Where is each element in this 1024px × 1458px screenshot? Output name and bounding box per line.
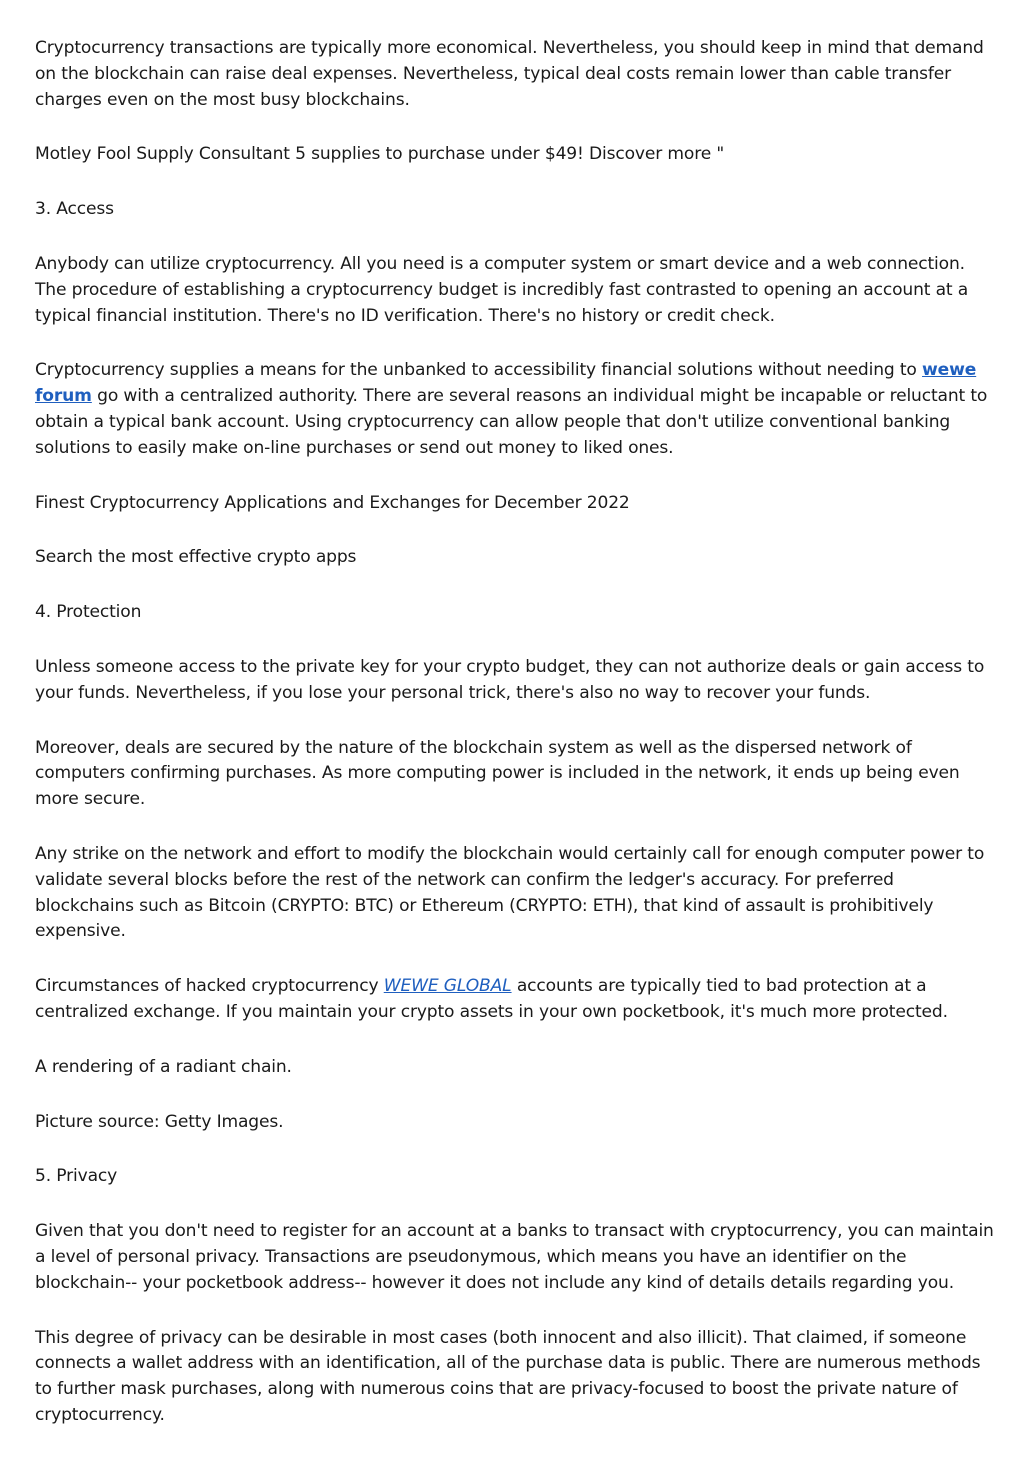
section-heading-access: 3. Access	[35, 199, 114, 220]
paragraph-unbanked-text-before: Cryptocurrency supplies a means for the unbanked to accessibility financial solutions without needing to	[35, 360, 923, 381]
paragraph-unbanked-text-after: go with a centralized authority. There are several reasons an individual might be incapable or reluctant to obtain a typical bank account. Using cryptocurrency can allow people that don't utilize conventional banking solutions to easily make on-line purchases or send out money to liked ones.	[35, 386, 988, 458]
article-body	[35, 36, 995, 1458]
paragraph-transaction-costs: Cryptocurrency transactions are typically more economical. Nevertheless, you should keep in mind that demand on the blockchain can raise deal expenses. Nevertheless, typical deal costs remain lower than cable transfer charges even on the most busy blockchains.	[35, 38, 984, 110]
paragraph-network-attack: Any strike on the network and effort to modify the blockchain would certainly call for enough computer power to validate several blocks before the rest of the network can confirm the ledger's accuracy. For preferred blockchains such as Bitcoin (CRYPTO: BTC) or Ethereum (CRYPTO: ETH), that kind of assault is prohibitively expensive.	[35, 843, 985, 942]
section-heading-protection: 4. Protection	[35, 602, 142, 623]
wewe-forum-link[interactable]: wewe forum	[35, 360, 977, 407]
paragraph-image-source: Picture source: Getty Images.	[35, 1111, 284, 1132]
paragraph-motley-fool: Motley Fool Supply Consultant 5 supplies to purchase under $49! Discover more "	[35, 144, 725, 165]
paragraph-private-key: Unless someone access to the private key for your crypto budget, they can not authorize deals or gain access to your funds. Nevertheless, if you lose your personal trick, there's also no way to recover your funds.	[35, 656, 985, 703]
paragraph-privacy: Given that you don't need to register for an account at a banks to transact with cryptocurrency, you can maintain a level of personal privacy. Transactions are pseudonymous, which means you have an identifier on the blockchain-- your pocketbook address-- however it does not include any kind of details details regarding you.	[35, 1221, 994, 1293]
paragraph-search-apps: Search the most effective crypto apps	[35, 547, 357, 568]
wewe-global-link[interactable]: WEWE GLOBAL	[383, 976, 512, 997]
paragraph-hacked-text-after: accounts are typically tied to bad protection at a centralized exchange. If you maintain your crypto assets in your own pocketbook, it's much more protected.	[35, 976, 948, 1022]
paragraph-privacy-degree: This degree of privacy can be desirable in most cases (both innocent and also illicit). That claimed, if someone connects a wallet address with an identification, all of the purchase data is public. There are numerous methods to further mask purchases, along with numerous coins that are privacy-focused to boost the private nature of cryptocurrency.	[35, 1327, 981, 1425]
paragraph-hacked-text-before: Circumstances of hacked cryptocurrency	[35, 976, 384, 997]
paragraph-image-caption: A rendering of a radiant chain.	[35, 1056, 292, 1077]
paragraph-unbanked	[35, 358, 995, 461]
paragraph-finest-apps: Finest Cryptocurrency Applications and Exchanges for December 2022	[35, 492, 630, 513]
paragraph-secured-deals: Moreover, deals are secured by the nature of the blockchain system as well as the dispersed network of computers confirming purchases. As more computing power is included in the network, it ends up being even more secure.	[35, 737, 960, 810]
paragraph-access: Anybody can utilize cryptocurrency. All you need is a computer system or smart device and a web connection. The procedure of establishing a cryptocurrency budget is incredibly fast contrasted to opening an account at a typical financial institution. There's no ID verification. There's no history or credit check.	[35, 253, 969, 326]
paragraph-hacked-accounts	[35, 974, 995, 1026]
section-heading-privacy: 5. Privacy	[35, 1166, 118, 1187]
